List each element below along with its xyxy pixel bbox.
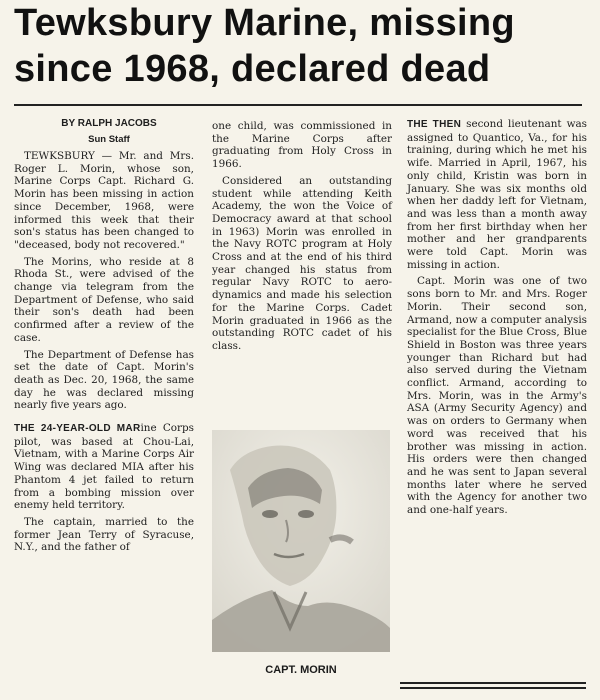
portrait-photo: [212, 430, 390, 652]
article-column-3: [407, 118, 587, 521]
paragraph: Capt. Morin was one of two sons born to Mr. and Mrs. Roger Morin. Their second son, Armand, now a computer analysis specialist for the Blue Cross, Blue Shield in Boston was three years younger than Richard but had also served during the Vietnam conflict. Armand, according to Mrs. Morin, was in the Army's ASA (Army Security Agency) and was on orders to Germany when word was received that his brother was missing in action. His orders were then changed and he was sent to Japan several months later where he served with the Agency for another two and one-half years.: [407, 275, 587, 517]
paragraph: TEWKSBURY — Mr. and Mrs. Roger L. Morin, whose son, Marine Corps Capt. Richard G. Morin has been missing in action since December, 1968, were informed this week that their son's status has been changed to "deceased, body not recovered.": [14, 150, 194, 251]
paragraph: one child, was commissioned in the Marine Corps after graduating from Holy Cross in 1966.: [212, 120, 392, 171]
section-lead-text: second lieutenant was assigned to Quantico, Va., for his training, during which he met his wife. Married in April, 1967, his only child, Kristin was born in January. She was six months old when her daddy left for Vietnam, and was less than a month away from her first birthday when her mother and her grandparents were told Capt. Morin was missing in action.: [407, 118, 587, 271]
byline-author: BY RALPH JACOBS: [61, 118, 157, 129]
column-end-rule: [400, 682, 586, 684]
section-lead-caps: THE 24-YEAR-OLD MAR: [14, 423, 141, 435]
section-paragraph: [407, 118, 587, 271]
paragraph: Considered an outstanding student while attending Keith Academy, the won the Voice of Democracy award at that school in 1963) Morin was enrolled in the Navy ROTC program at Holy Cross and at the end of his third year changed his status from regular Navy ROTC to aero-dynamics and made his selection for the Marine Corps. Cadet Morin graduated in 1966 as the outstanding ROTC cadet of his class.: [212, 174, 392, 352]
portrait-image: [212, 430, 390, 652]
photo-caption: CAPT. MORIN: [265, 664, 337, 676]
article-column-2: [212, 120, 392, 357]
section-paragraph: [14, 422, 194, 512]
headline-line-2: since 1968, declared dead: [14, 48, 491, 90]
section-lead-caps: THE THEN: [407, 119, 462, 130]
paragraph: The Department of Defense has set the date of Capt. Morin's death as Dec. 20, 1968, the same day he was declared missing nearly five years ago.: [14, 348, 194, 412]
paragraph: The Morins, who reside at 8 Rhoda St., were advised of the change via telegram from the Department of Defense, who said their son's death had been confirmed after a review of the case.: [14, 255, 194, 344]
paragraph: The captain, married to the former Jean Terry of Syracuse, N.Y., and the father of: [14, 515, 194, 554]
column-end-rule-2: [400, 687, 586, 689]
headline-rule: [14, 104, 582, 106]
article-column-1: [14, 118, 194, 558]
headline-line-1: Tewksbury Marine, missing: [14, 2, 515, 44]
byline-staff: Sun Staff: [88, 134, 130, 145]
headline: [14, 0, 594, 92]
section-lead-text: ine Corps pilot, was based at Chou-Lai, Vietnam, with a Marine Corps Air Wing was declared MIA after his Phantom 4 jet failed to return from a bombing mission over enemy held territory.: [14, 422, 194, 512]
